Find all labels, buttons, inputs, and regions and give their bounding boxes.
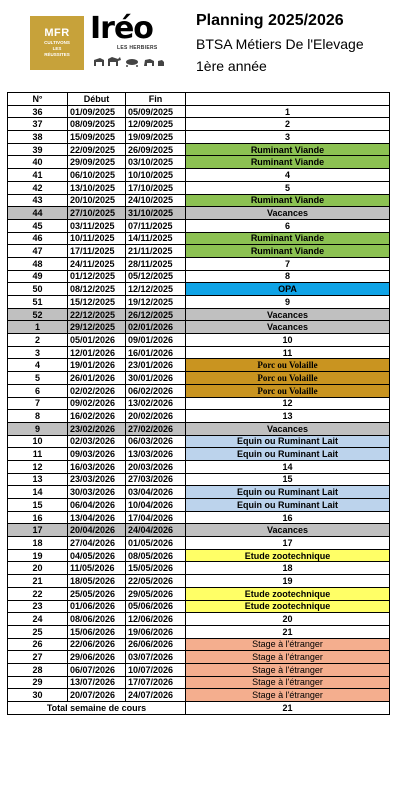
activity-cell: 9: [186, 296, 390, 309]
start-date-cell: 27/04/2026: [68, 537, 126, 550]
week-number-cell: 49: [8, 270, 68, 283]
end-date-cell: 05/09/2025: [126, 105, 186, 118]
activity-cell: Ruminant Viande: [186, 245, 390, 258]
table-row: [8, 232, 390, 245]
start-date-cell: 13/10/2025: [68, 181, 126, 194]
mfr-logo: [30, 16, 84, 70]
end-date-cell: 24/10/2025: [126, 194, 186, 207]
week-number-cell: 39: [8, 143, 68, 156]
activity-cell: Stage à l'étranger: [186, 689, 390, 702]
table-row: [8, 600, 390, 613]
table-row: [8, 410, 390, 423]
table-row: [8, 663, 390, 676]
start-date-cell: 26/01/2026: [68, 372, 126, 385]
start-date-cell: 02/03/2026: [68, 435, 126, 448]
end-date-cell: 24/04/2026: [126, 524, 186, 537]
start-date-cell: 02/02/2026: [68, 384, 126, 397]
table-row: [8, 321, 390, 334]
end-date-cell: 01/05/2026: [126, 537, 186, 550]
week-number-cell: 29: [8, 676, 68, 689]
week-number-cell: 17: [8, 524, 68, 537]
end-date-cell: 08/05/2026: [126, 549, 186, 562]
end-date-cell: 22/05/2026: [126, 575, 186, 588]
start-date-cell: 20/07/2026: [68, 689, 126, 702]
start-date-cell: 19/01/2026: [68, 359, 126, 372]
total-value: 21: [186, 702, 390, 715]
start-date-cell: 15/12/2025: [68, 296, 126, 309]
week-number-cell: 50: [8, 283, 68, 296]
start-date-cell: 20/10/2025: [68, 194, 126, 207]
activity-cell: 15: [186, 473, 390, 486]
week-number-cell: 7: [8, 397, 68, 410]
end-date-cell: 26/09/2025: [126, 143, 186, 156]
farm-animals-icon: [90, 52, 166, 70]
week-number-cell: 2: [8, 334, 68, 347]
table-row: [8, 245, 390, 258]
week-number-cell: 36: [8, 105, 68, 118]
start-date-cell: 22/12/2025: [68, 308, 126, 321]
activity-cell: Vacances: [186, 308, 390, 321]
end-date-cell: 29/05/2026: [126, 587, 186, 600]
total-row: [8, 702, 390, 715]
start-date-cell: 05/01/2026: [68, 334, 126, 347]
table-row: [8, 156, 390, 169]
start-date-cell: 09/03/2026: [68, 448, 126, 461]
table-row: [8, 105, 390, 118]
end-date-cell: 13/02/2026: [126, 397, 186, 410]
program-year: 1ère année: [196, 58, 267, 74]
table-row: [8, 625, 390, 638]
week-number-cell: 16: [8, 511, 68, 524]
activity-cell: 1: [186, 105, 390, 118]
start-date-cell: 22/09/2025: [68, 143, 126, 156]
week-number-cell: 18: [8, 537, 68, 550]
week-number-cell: 43: [8, 194, 68, 207]
activity-cell: 8: [186, 270, 390, 283]
table-row: [8, 118, 390, 131]
start-date-cell: 22/06/2026: [68, 638, 126, 651]
activity-cell: Stage à l'étranger: [186, 676, 390, 689]
column-header-week: N°: [8, 93, 68, 106]
week-number-cell: 11: [8, 448, 68, 461]
table-row: [8, 194, 390, 207]
table-row: [8, 613, 390, 626]
activity-cell: Ruminant Viande: [186, 232, 390, 245]
end-date-cell: 28/11/2025: [126, 257, 186, 270]
activity-cell: OPA: [186, 283, 390, 296]
end-date-cell: 26/06/2026: [126, 638, 186, 651]
table-row: [8, 587, 390, 600]
end-date-cell: 07/11/2025: [126, 219, 186, 232]
week-number-cell: 5: [8, 372, 68, 385]
page-title: Planning 2025/2026: [196, 12, 344, 29]
start-date-cell: 13/07/2026: [68, 676, 126, 689]
start-date-cell: 04/05/2026: [68, 549, 126, 562]
week-number-cell: 25: [8, 625, 68, 638]
activity-cell: Etude zootechnique: [186, 600, 390, 613]
planning-table: [7, 92, 390, 715]
end-date-cell: 03/04/2026: [126, 486, 186, 499]
table-row: [8, 435, 390, 448]
end-date-cell: 30/01/2026: [126, 372, 186, 385]
end-date-cell: 17/07/2026: [126, 676, 186, 689]
week-number-cell: 9: [8, 422, 68, 435]
start-date-cell: 18/05/2026: [68, 575, 126, 588]
activity-cell: 18: [186, 562, 390, 575]
activity-cell: 11: [186, 346, 390, 359]
end-date-cell: 20/03/2026: [126, 460, 186, 473]
activity-cell: Ruminant Viande: [186, 194, 390, 207]
end-date-cell: 19/06/2026: [126, 625, 186, 638]
start-date-cell: 15/09/2025: [68, 131, 126, 144]
table-row: [8, 359, 390, 372]
start-date-cell: 17/11/2025: [68, 245, 126, 258]
end-date-cell: 26/12/2025: [126, 308, 186, 321]
start-date-cell: 20/04/2026: [68, 524, 126, 537]
week-number-cell: 47: [8, 245, 68, 258]
week-number-cell: 15: [8, 499, 68, 512]
column-header-activity: [186, 93, 390, 106]
activity-cell: Equin ou Ruminant Lait: [186, 435, 390, 448]
end-date-cell: 20/02/2026: [126, 410, 186, 423]
activity-cell: 20: [186, 613, 390, 626]
activity-cell: Porc ou Volaille: [186, 384, 390, 397]
start-date-cell: 23/03/2026: [68, 473, 126, 486]
end-date-cell: 02/01/2026: [126, 321, 186, 334]
week-number-cell: 1: [8, 321, 68, 334]
table-row: [8, 334, 390, 347]
start-date-cell: 13/04/2026: [68, 511, 126, 524]
logo-sub-line-1: CULTIVONS: [44, 40, 70, 45]
start-date-cell: 01/06/2026: [68, 600, 126, 613]
table-row: [8, 537, 390, 550]
table-row: [8, 448, 390, 461]
end-date-cell: 31/10/2025: [126, 207, 186, 220]
table-row: [8, 169, 390, 182]
end-date-cell: 23/01/2026: [126, 359, 186, 372]
end-date-cell: 05/12/2025: [126, 270, 186, 283]
logo-sub-line-3: RÉUSSITES: [44, 52, 70, 57]
start-date-cell: 16/02/2026: [68, 410, 126, 423]
table-row: [8, 384, 390, 397]
column-header-start: Début: [68, 93, 126, 106]
week-number-cell: 42: [8, 181, 68, 194]
table-body: [8, 105, 390, 701]
table-row: [8, 460, 390, 473]
table-row: [8, 651, 390, 664]
activity-cell: Stage à l'étranger: [186, 663, 390, 676]
week-number-cell: 3: [8, 346, 68, 359]
table-row: [8, 638, 390, 651]
column-header-end: Fin: [126, 93, 186, 106]
table-row: [8, 296, 390, 309]
activity-cell: Etude zootechnique: [186, 549, 390, 562]
week-number-cell: 26: [8, 638, 68, 651]
table-row: [8, 562, 390, 575]
activity-cell: 21: [186, 625, 390, 638]
week-number-cell: 6: [8, 384, 68, 397]
start-date-cell: 09/02/2026: [68, 397, 126, 410]
start-date-cell: 29/06/2026: [68, 651, 126, 664]
activity-cell: Porc ou Volaille: [186, 372, 390, 385]
end-date-cell: 19/09/2025: [126, 131, 186, 144]
activity-cell: 3: [186, 131, 390, 144]
logo-sub-line-2: LES: [52, 46, 62, 51]
week-number-cell: 38: [8, 131, 68, 144]
activity-cell: Ruminant Viande: [186, 156, 390, 169]
end-date-cell: 21/11/2025: [126, 245, 186, 258]
start-date-cell: 15/06/2026: [68, 625, 126, 638]
start-date-cell: 01/12/2025: [68, 270, 126, 283]
week-number-cell: 28: [8, 663, 68, 676]
week-number-cell: 30: [8, 689, 68, 702]
table-row: [8, 346, 390, 359]
logo-main-text: MFR: [44, 27, 70, 39]
start-date-cell: 29/12/2025: [68, 321, 126, 334]
end-date-cell: 09/01/2026: [126, 334, 186, 347]
table-header-row: [8, 93, 390, 106]
activity-cell: 7: [186, 257, 390, 270]
activity-cell: 17: [186, 537, 390, 550]
program-name: BTSA Métiers De l'Elevage: [196, 36, 364, 52]
end-date-cell: 10/07/2026: [126, 663, 186, 676]
week-number-cell: 41: [8, 169, 68, 182]
end-date-cell: 27/03/2026: [126, 473, 186, 486]
activity-cell: Vacances: [186, 321, 390, 334]
start-date-cell: 30/03/2026: [68, 486, 126, 499]
activity-cell: 6: [186, 219, 390, 232]
table-row: [8, 181, 390, 194]
week-number-cell: 10: [8, 435, 68, 448]
start-date-cell: 08/09/2025: [68, 118, 126, 131]
end-date-cell: 27/02/2026: [126, 422, 186, 435]
activity-cell: Vacances: [186, 207, 390, 220]
week-number-cell: 40: [8, 156, 68, 169]
week-number-cell: 13: [8, 473, 68, 486]
week-number-cell: 23: [8, 600, 68, 613]
start-date-cell: 16/03/2026: [68, 460, 126, 473]
total-label: Total semaine de cours: [8, 702, 186, 715]
week-number-cell: 20: [8, 562, 68, 575]
week-number-cell: 8: [8, 410, 68, 423]
table-row: [8, 549, 390, 562]
activity-cell: Ruminant Viande: [186, 143, 390, 156]
week-number-cell: 44: [8, 207, 68, 220]
start-date-cell: 23/02/2026: [68, 422, 126, 435]
table-row: [8, 397, 390, 410]
start-date-cell: 01/09/2025: [68, 105, 126, 118]
week-number-cell: 14: [8, 486, 68, 499]
end-date-cell: 15/05/2026: [126, 562, 186, 575]
week-number-cell: 19: [8, 549, 68, 562]
activity-cell: Equin ou Ruminant Lait: [186, 499, 390, 512]
end-date-cell: 16/01/2026: [126, 346, 186, 359]
end-date-cell: 03/07/2026: [126, 651, 186, 664]
week-number-cell: 46: [8, 232, 68, 245]
week-number-cell: 52: [8, 308, 68, 321]
start-date-cell: 06/07/2026: [68, 663, 126, 676]
week-number-cell: 45: [8, 219, 68, 232]
activity-cell: Stage à l'étranger: [186, 638, 390, 651]
table-row: [8, 511, 390, 524]
start-date-cell: 10/11/2025: [68, 232, 126, 245]
week-number-cell: 24: [8, 613, 68, 626]
start-date-cell: 25/05/2026: [68, 587, 126, 600]
table-row: [8, 219, 390, 232]
activity-cell: 14: [186, 460, 390, 473]
activity-cell: Equin ou Ruminant Lait: [186, 448, 390, 461]
end-date-cell: 12/12/2025: [126, 283, 186, 296]
activity-cell: 4: [186, 169, 390, 182]
activity-cell: Equin ou Ruminant Lait: [186, 486, 390, 499]
activity-cell: 12: [186, 397, 390, 410]
table-row: [8, 473, 390, 486]
start-date-cell: 27/10/2025: [68, 207, 126, 220]
activity-cell: Porc ou Volaille: [186, 359, 390, 372]
table-row: [8, 524, 390, 537]
start-date-cell: 06/10/2025: [68, 169, 126, 182]
activity-cell: Vacances: [186, 524, 390, 537]
table-row: [8, 283, 390, 296]
activity-cell: 5: [186, 181, 390, 194]
start-date-cell: 12/01/2026: [68, 346, 126, 359]
start-date-cell: 29/09/2025: [68, 156, 126, 169]
table-row: [8, 131, 390, 144]
start-date-cell: 11/05/2026: [68, 562, 126, 575]
table-row: [8, 486, 390, 499]
activity-cell: 16: [186, 511, 390, 524]
table-row: [8, 372, 390, 385]
end-date-cell: 12/06/2026: [126, 613, 186, 626]
table-row: [8, 575, 390, 588]
start-date-cell: 06/04/2026: [68, 499, 126, 512]
start-date-cell: 24/11/2025: [68, 257, 126, 270]
week-number-cell: 27: [8, 651, 68, 664]
end-date-cell: 10/04/2026: [126, 499, 186, 512]
activity-cell: 19: [186, 575, 390, 588]
start-date-cell: 08/06/2026: [68, 613, 126, 626]
table-row: [8, 676, 390, 689]
table-row: [8, 499, 390, 512]
week-number-cell: 22: [8, 587, 68, 600]
end-date-cell: 13/03/2026: [126, 448, 186, 461]
table-row: [8, 270, 390, 283]
end-date-cell: 03/10/2025: [126, 156, 186, 169]
brand-name: Iréo: [90, 11, 153, 46]
week-number-cell: 12: [8, 460, 68, 473]
table-row: [8, 308, 390, 321]
table-row: [8, 689, 390, 702]
end-date-cell: 05/06/2026: [126, 600, 186, 613]
table-row: [8, 422, 390, 435]
end-date-cell: 17/10/2025: [126, 181, 186, 194]
activity-cell: 2: [186, 118, 390, 131]
table-row: [8, 207, 390, 220]
week-number-cell: 21: [8, 575, 68, 588]
header: [0, 0, 401, 86]
table-row: [8, 143, 390, 156]
end-date-cell: 14/11/2025: [126, 232, 186, 245]
activity-cell: Vacances: [186, 422, 390, 435]
end-date-cell: 10/10/2025: [126, 169, 186, 182]
end-date-cell: 19/12/2025: [126, 296, 186, 309]
week-number-cell: 4: [8, 359, 68, 372]
activity-cell: 10: [186, 334, 390, 347]
activity-cell: Etude zootechnique: [186, 587, 390, 600]
brand-subtitle: LES HERBIERS: [117, 45, 158, 51]
end-date-cell: 24/07/2026: [126, 689, 186, 702]
start-date-cell: 08/12/2025: [68, 283, 126, 296]
table-row: [8, 257, 390, 270]
activity-cell: Stage à l'étranger: [186, 651, 390, 664]
start-date-cell: 03/11/2025: [68, 219, 126, 232]
end-date-cell: 06/02/2026: [126, 384, 186, 397]
week-number-cell: 37: [8, 118, 68, 131]
end-date-cell: 17/04/2026: [126, 511, 186, 524]
week-number-cell: 51: [8, 296, 68, 309]
end-date-cell: 12/09/2025: [126, 118, 186, 131]
activity-cell: 13: [186, 410, 390, 423]
end-date-cell: 06/03/2026: [126, 435, 186, 448]
week-number-cell: 48: [8, 257, 68, 270]
